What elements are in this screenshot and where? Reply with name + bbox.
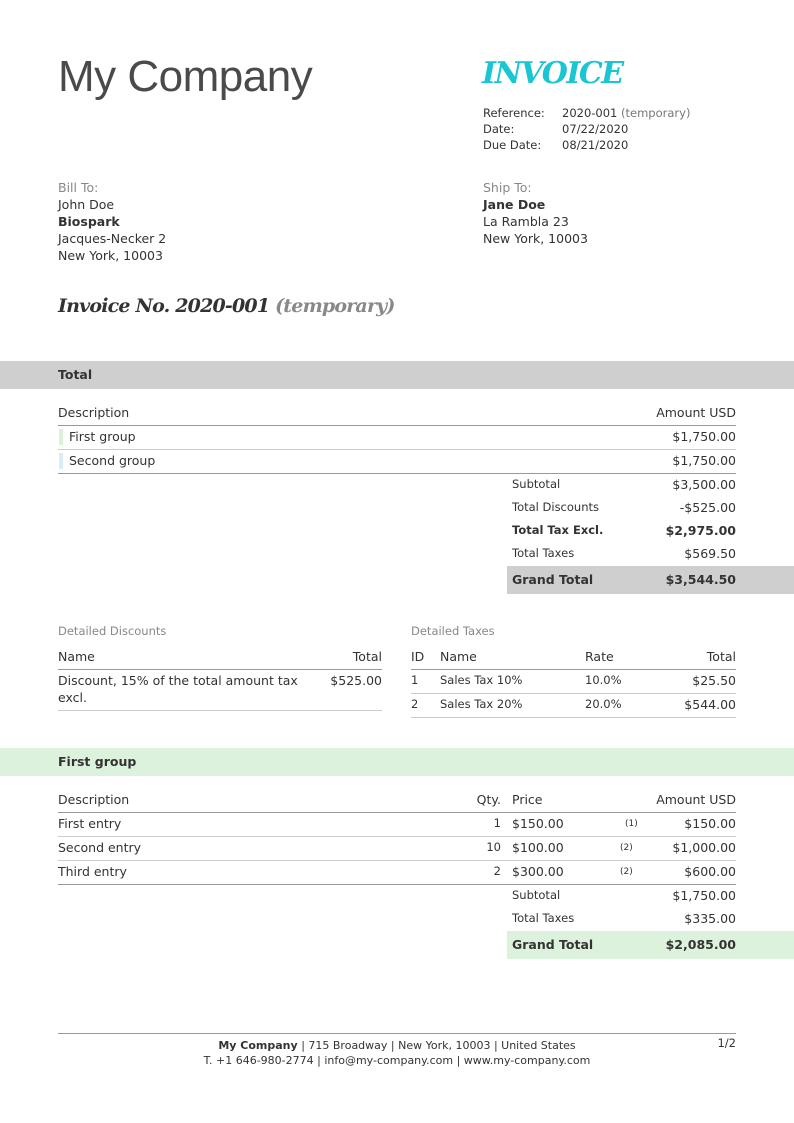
divider: [58, 812, 736, 813]
taxes-col-name: Name: [440, 649, 477, 664]
entry-qty: 2: [493, 864, 501, 878]
tax-row-id: 1: [411, 673, 419, 687]
group-col-qty: Qty.: [476, 792, 501, 807]
discount-name-line1: Discount, 15% of the total amount tax: [58, 673, 298, 688]
bill-to-street: Jacques-Necker 2: [58, 231, 167, 246]
tax-row-total: $25.50: [692, 673, 736, 688]
due-date-label: Due Date:: [483, 138, 542, 152]
footer-address: | 715 Broadway | New York, 10003 | United States: [301, 1039, 576, 1052]
group-row-amount: $1,750.00: [672, 453, 736, 468]
date-label: Date:: [483, 122, 515, 136]
divider: [411, 693, 736, 694]
divider: [58, 473, 736, 474]
group-subtotal-label: Subtotal: [512, 888, 561, 902]
entry-description: Third entry: [58, 864, 127, 879]
divider: [58, 836, 736, 837]
bill-to-city: New York, 10003: [58, 248, 163, 263]
entry-description: Second entry: [58, 840, 142, 855]
page-number: 1/2: [717, 1036, 736, 1050]
bill-to-label: Bill To:: [58, 180, 99, 195]
discounts-title: Detailed Discounts: [58, 624, 167, 638]
ship-to-name: Jane Doe: [483, 197, 546, 212]
discounts-col-name: Name: [58, 649, 95, 664]
bill-to-company: Biospark: [58, 214, 120, 229]
divider: [58, 425, 736, 426]
date-value: 07/22/2020: [562, 122, 629, 136]
divider: [58, 884, 736, 885]
reference-row: [483, 105, 690, 121]
footer-contact: T. +1 646-980-2774 | info@my-company.com | www.my-company.com: [203, 1054, 591, 1067]
total-section-band: [0, 361, 794, 389]
group-col-description: Description: [58, 792, 130, 807]
group-grand-total-value: $2,085.00: [665, 937, 736, 952]
entry-tax-ref: (1): [625, 819, 638, 829]
total-col-description: Description: [58, 405, 130, 420]
total-tax-excl-label: Total Tax Excl.: [512, 523, 604, 537]
invoice-number-heading: [58, 295, 395, 317]
tax-row-name: Sales Tax 20%: [440, 697, 523, 711]
company-name: My Company: [58, 52, 313, 101]
group-row-amount: $1,750.00: [672, 429, 736, 444]
group-taxes-label: Total Taxes: [512, 911, 575, 925]
subtotal-value: $3,500.00: [672, 477, 736, 492]
tax-row-id: 2: [411, 697, 419, 711]
group-col-amount: Amount USD: [656, 792, 736, 807]
first-group-label: First group: [58, 754, 137, 769]
reference-value: 2020-001: [562, 106, 618, 120]
divider: [58, 710, 382, 711]
total-discounts-label: Total Discounts: [512, 500, 599, 514]
discounts-col-total: Total: [352, 649, 382, 664]
group-grand-total-label: Grand Total: [512, 937, 594, 952]
total-taxes-value: $569.50: [684, 546, 736, 561]
footer-divider: [58, 1033, 736, 1034]
group-subtotal-value: $1,750.00: [672, 888, 736, 903]
tax-row-rate: 20.0%: [585, 697, 622, 711]
divider: [58, 669, 382, 670]
ship-to-label: Ship To:: [483, 180, 532, 195]
ship-to-block: [483, 179, 588, 247]
due-date-row: [483, 137, 690, 153]
discount-total: $525.00: [330, 673, 382, 688]
tax-row-rate: 10.0%: [585, 673, 622, 687]
grand-total-label: Grand Total: [512, 572, 594, 587]
entry-price: $150.00: [512, 816, 564, 831]
subtotal-label: Subtotal: [512, 477, 561, 491]
entry-tax-ref: (2): [620, 843, 633, 853]
group-row-label: Second group: [69, 453, 156, 468]
entry-qty: 1: [493, 816, 501, 830]
date-row: [483, 121, 690, 137]
group-taxes-value: $335.00: [684, 911, 736, 926]
divider: [411, 669, 736, 670]
ship-to-street: La Rambla 23: [483, 214, 569, 229]
first-group-band: [0, 748, 794, 776]
total-col-amount: Amount USD: [656, 405, 736, 420]
group-color-marker: [59, 453, 63, 469]
entry-price: $100.00: [512, 840, 564, 855]
taxes-col-total: Total: [706, 649, 736, 664]
invoice-number-note: (temporary): [275, 295, 395, 317]
total-discounts-value: -$525.00: [679, 500, 736, 515]
entry-qty: 10: [486, 840, 501, 854]
group-row-label: First group: [69, 429, 136, 444]
taxes-title: Detailed Taxes: [411, 624, 495, 638]
divider: [58, 449, 736, 450]
reference-label: Reference:: [483, 106, 545, 120]
divider: [411, 717, 736, 718]
group-col-price: Price: [512, 792, 543, 807]
taxes-col-rate: Rate: [585, 649, 614, 664]
entry-description: First entry: [58, 816, 122, 831]
grand-total-value: $3,544.50: [665, 572, 736, 587]
entry-amount: $1,000.00: [672, 840, 736, 855]
total-tax-excl-value: $2,975.00: [665, 523, 736, 538]
bill-to-block: [58, 179, 166, 264]
invoice-meta: [483, 105, 690, 153]
group-color-marker: [59, 429, 63, 445]
discount-name-line2: excl.: [58, 690, 87, 705]
footer: [58, 1038, 736, 1068]
footer-address-line: [58, 1038, 736, 1053]
due-date-value: 08/21/2020: [562, 138, 629, 152]
invoice-title: INVOICE: [482, 56, 623, 91]
divider: [58, 860, 736, 861]
total-taxes-label: Total Taxes: [512, 546, 575, 560]
tax-row-total: $544.00: [684, 697, 736, 712]
bill-to-name: John Doe: [58, 197, 115, 212]
tax-row-name: Sales Tax 10%: [440, 673, 523, 687]
entry-tax-ref: (2): [620, 867, 633, 877]
footer-company: My Company: [218, 1039, 298, 1052]
entry-amount: $150.00: [684, 816, 736, 831]
reference-note: (temporary): [621, 106, 691, 120]
entry-price: $300.00: [512, 864, 564, 879]
entry-amount: $600.00: [684, 864, 736, 879]
ship-to-city: New York, 10003: [483, 231, 588, 246]
invoice-number: Invoice No. 2020-001: [58, 295, 270, 317]
total-section-label: Total: [58, 367, 93, 382]
taxes-col-id: ID: [411, 649, 425, 664]
